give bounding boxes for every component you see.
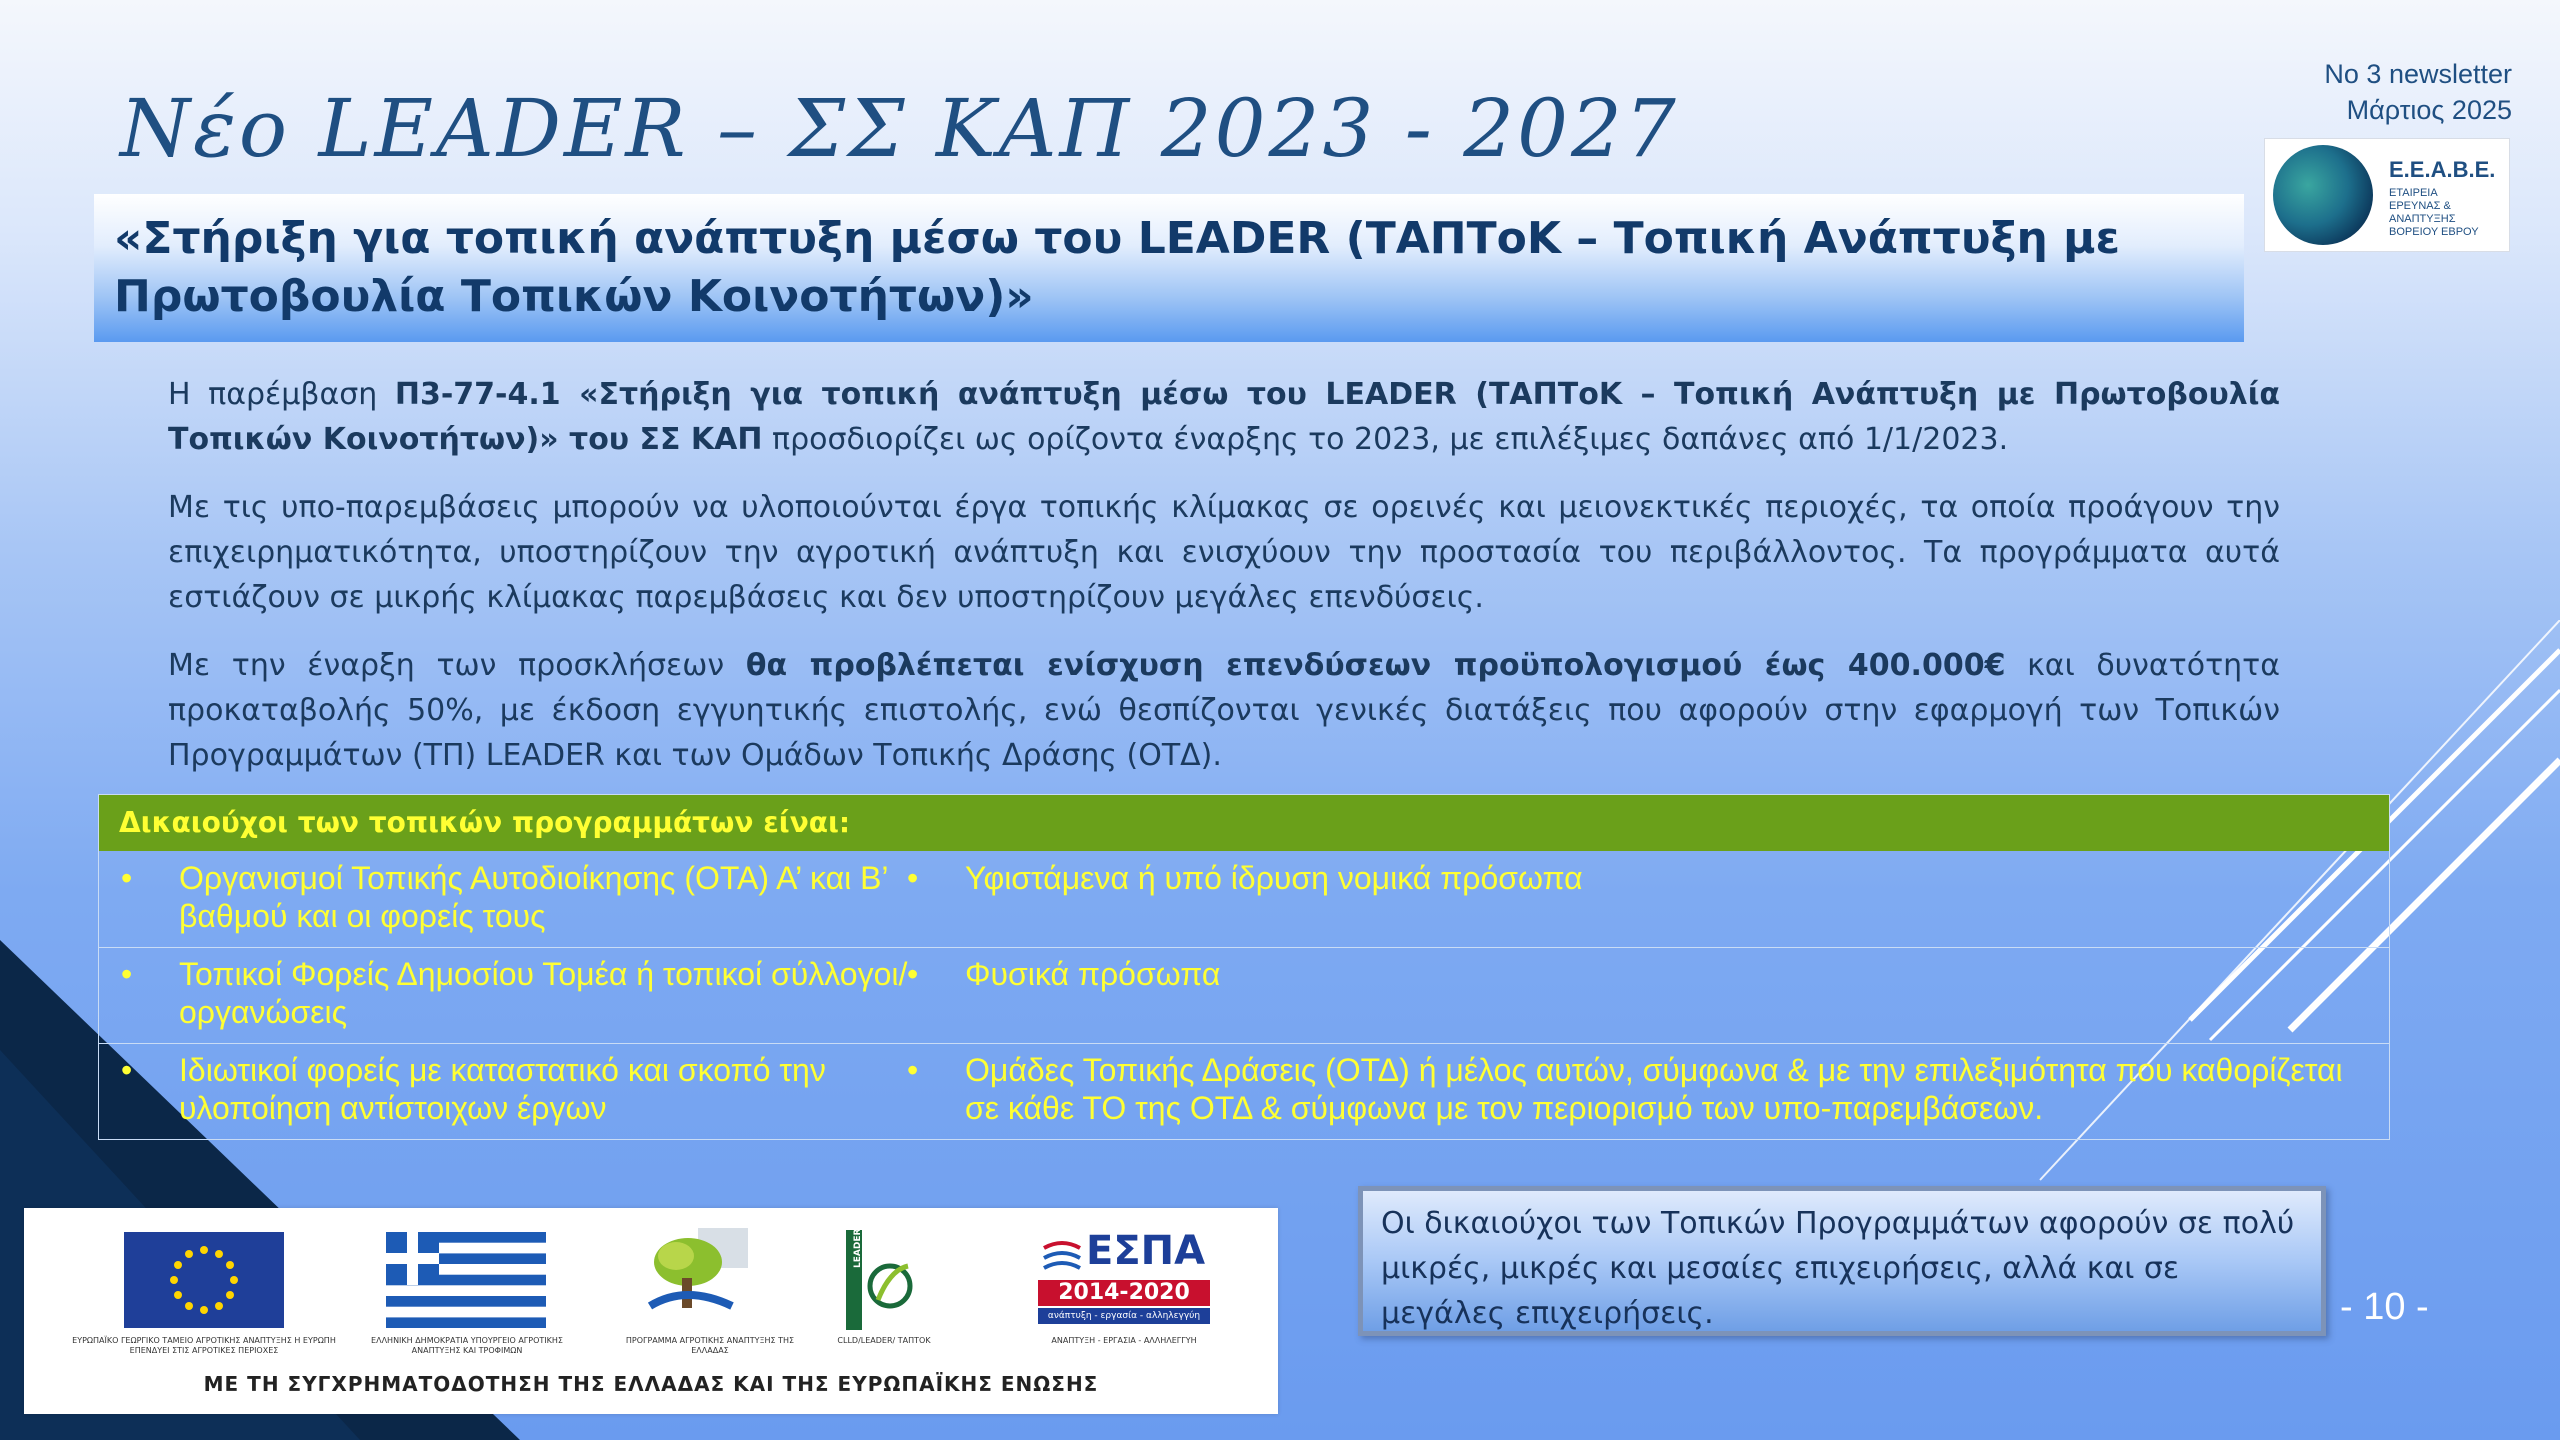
- body-text: [168, 372, 2280, 801]
- bullet-icon: •: [907, 1052, 919, 1088]
- eu-caption: ΕΥΡΩΠΑΪΚΟ ΓΕΩΡΓΙΚΟ ΤΑΜΕΙΟ ΑΓΡΟΤΙΚΗΣ ΑΝΑΠΤΥΞΗΣ Η ΕΥΡΩΠΗ ΕΠΕΝΔΥΕΙ ΣΤΙΣ ΑΓΡΟΤΙΚΕΣ ΠΕΡΙΟΧΕΣ: [72, 1336, 336, 1355]
- espa-caption: ΑΝΑΠΤΥΞΗ - ΕΡΓΑΣΙΑ - ΑΛΛΗΛΕΓΓΥΗ: [1051, 1336, 1197, 1345]
- beneficiary-item: [907, 1051, 2385, 1127]
- bullet-icon: •: [907, 956, 919, 992]
- eu-flag-icon: [124, 1232, 284, 1328]
- p3-bold: θα προβλέπεται ενίσχυση επενδύσεων προϋπολογισμού έως 400.000€: [745, 648, 2006, 683]
- banner-text: «Στήριξη για τοπική ανάπτυξη μέσω του LEADER (ΤΑΠΤοΚ – Τοπική Ανάπτυξη με Πρωτοβουλία Τοπικών Κοινοτήτων)»: [114, 213, 2121, 322]
- logo-name: Ε.Ε.Α.Β.Ε.: [2389, 157, 2496, 182]
- beneficiary-item: [121, 955, 959, 1031]
- bullet-icon: •: [121, 956, 133, 992]
- beneficiary-item: [907, 859, 2385, 897]
- espa-title: ΕΣΠΑ: [1086, 1228, 1206, 1274]
- bullet-icon: •: [121, 860, 133, 896]
- beneficiary-item: [907, 955, 2385, 993]
- issue-number: Νο 3 newsletter: [2324, 59, 2512, 89]
- cofunding-statement: ΜΕ ΤΗ ΣΥΓΧΡΗΜΑΤΟΔΟΤΗΣΗ ΤΗΣ ΕΛΛΑΔΑΣ ΚΑΙ ΤΗΣ ΕΥΡΩΠΑΪΚΗΣ ΕΝΩΣΗΣ: [203, 1372, 1099, 1396]
- table-row: [99, 1043, 2389, 1139]
- issue-date: Μάρτιος 2025: [2346, 95, 2512, 125]
- greece-caption: ΕΛΛΗΝΙΚΗ ΔΗΜΟΚΡΑΤΙΑ ΥΠΟΥΡΓΕΙΟ ΑΓΡΟΤΙΚΗΣ ΑΝΑΠΤΥΞΗΣ ΚΑΙ ΤΡΟΦΙΜΩΝ: [371, 1336, 563, 1355]
- paragraph-3: [168, 643, 2280, 778]
- beneficiary-text: Ιδιωτικοί φορείς με καταστατικό και σκοπό την υλοποίηση αντίστοιχων έργων: [179, 1052, 826, 1126]
- paragraph-1: [168, 372, 2280, 462]
- bullet-icon: •: [121, 1052, 133, 1088]
- newsletter-issue-info: [2324, 56, 2512, 128]
- funding-logos-strip: [24, 1208, 1278, 1414]
- beneficiary-item: [121, 1051, 959, 1127]
- beneficiary-text: Τοπικοί Φορείς Δημοσίου Τομέα ή τοπικοί σύλλογοι/οργανώσεις: [179, 956, 908, 1030]
- beneficiary-text: Υφιστάμενα ή υπό ίδρυση νομικά πρόσωπα: [965, 860, 1583, 896]
- subtitle-banner: [94, 194, 2244, 342]
- espa-waves-icon: [1042, 1240, 1082, 1274]
- beneficiary-text: Οργανισμοί Τοπικής Αυτοδιοίκησης (ΟΤΑ) Α’ και Β’ βαθμού και οι φορείς τους: [179, 860, 888, 934]
- table-row: [99, 947, 2389, 1044]
- p3-intro: Με την έναρξη των προσκλήσεων: [168, 648, 746, 683]
- logo-sub-line: ΕΡΕΥΝΑΣ &: [2389, 200, 2451, 212]
- beneficiary-text: Ομάδες Τοπικής Δράσεις (ΟΤΔ) ή μέλος αυτών, σύμφωνα & με την επιλεξιμότητα που καθορίζεται σε κάθε ΤΟ της ΟΤΔ & σύμφωνα με τον περιορισμό των υπο-παρεμβάσεων.: [965, 1052, 2343, 1126]
- espa-slogan: ανάπτυξη - εργασία - αλληλεγγύη: [1038, 1308, 1210, 1324]
- greek-flag-icon: [386, 1232, 546, 1328]
- leader-caption: CLLD/LEADER/ ΤΑΠΤΟΚ: [837, 1336, 931, 1345]
- p1-bold: Π3-77-4.1 «Στήριξη για τοπική ανάπτυξη μέσω του LEADER (ΤΑΠΤοΚ – Τοπική Ανάπτυξη με Πρωτοβουλία Τοπικών Κοινοτήτων)» του ΣΣ ΚΑΠ: [168, 377, 2280, 457]
- p1-intro: Η παρέμβαση: [168, 377, 395, 412]
- page-title: Νέο LEADER – ΣΣ ΚΑΠ 2023 - 2027: [120, 82, 1679, 175]
- p3-rest: και δυνατότητα προκαταβολής 50%, με έκδοση εγγυητικής επιστολής, ενώ θεσπίζονται γενικές διατάξεις που αφορούν στην εφαρμογή των Τοπικών Προγραμμάτων (ΤΠ) LEADER και των Ομάδων Τοπικής Δράσης (ΟΤΔ).: [168, 648, 2280, 773]
- leader-label: LEADER: [853, 1228, 863, 1268]
- beneficiaries-table: [98, 794, 2390, 1140]
- tree-program-icon: [636, 1228, 756, 1328]
- beneficiary-item: [121, 859, 959, 935]
- beneficiaries-heading: Δικαιούχοι των τοπικών προγραμμάτων είναι:: [99, 795, 2389, 851]
- callout-box: Οι δικαιούχοι των Τοπικών Προγραμμάτων αφορούν σε πολύ μικρές, μικρές και μεσαίες επιχειρήσεις, αλλά και σε μεγάλες επιχειρήσεις.: [1358, 1186, 2326, 1336]
- logo-subtitle: [2389, 187, 2507, 239]
- logo-emblem-icon: [2273, 145, 2373, 245]
- bullet-icon: •: [907, 860, 919, 896]
- eeabe-logo: [2264, 138, 2510, 252]
- logo-sub-line: ΒΟΡΕΙΟΥ ΕΒΡΟΥ: [2389, 226, 2479, 238]
- table-row: [99, 851, 2389, 948]
- espa-logo: [1038, 1228, 1210, 1328]
- beneficiary-text: Φυσικά πρόσωπα: [965, 956, 1221, 992]
- program-caption: ΠΡΟΓΡΑΜΜΑ ΑΓΡΟΤΙΚΗΣ ΑΝΑΠΤΥΞΗΣ ΤΗΣ ΕΛΛΑΔΑΣ: [625, 1336, 795, 1355]
- logo-sub-line: ΕΤΑΙΡΕΙΑ: [2389, 187, 2438, 199]
- page-number: - 10 -: [2340, 1286, 2429, 1328]
- paragraph-2: Με τις υπο-παρεμβάσεις μπορούν να υλοποιούνται έργα τοπικής κλίμακας σε ορεινές και μειονεκτικές περιοχές, τα οποία προάγουν την επιχειρηματικότητα, υποστηρίζουν την αγροτική ανάπτυξη και ενισχύουν την προστασία του περιβάλλοντος. Τα προγράμματα αυτά εστιάζουν σε μικρής κλίμακας παρεμβάσεις και δεν υποστηρίζουν μεγάλες επενδύσεις.: [168, 490, 2280, 615]
- logo-sub-line: ΑΝΑΠΤΥΞΗΣ: [2389, 213, 2456, 225]
- espa-years: 2014-2020: [1038, 1280, 1210, 1306]
- p1-rest: προσδιορίζει ως ορίζοντα έναρξης το 2023, με επιλέξιμες δαπάνες από 1/1/2023.: [762, 422, 2009, 457]
